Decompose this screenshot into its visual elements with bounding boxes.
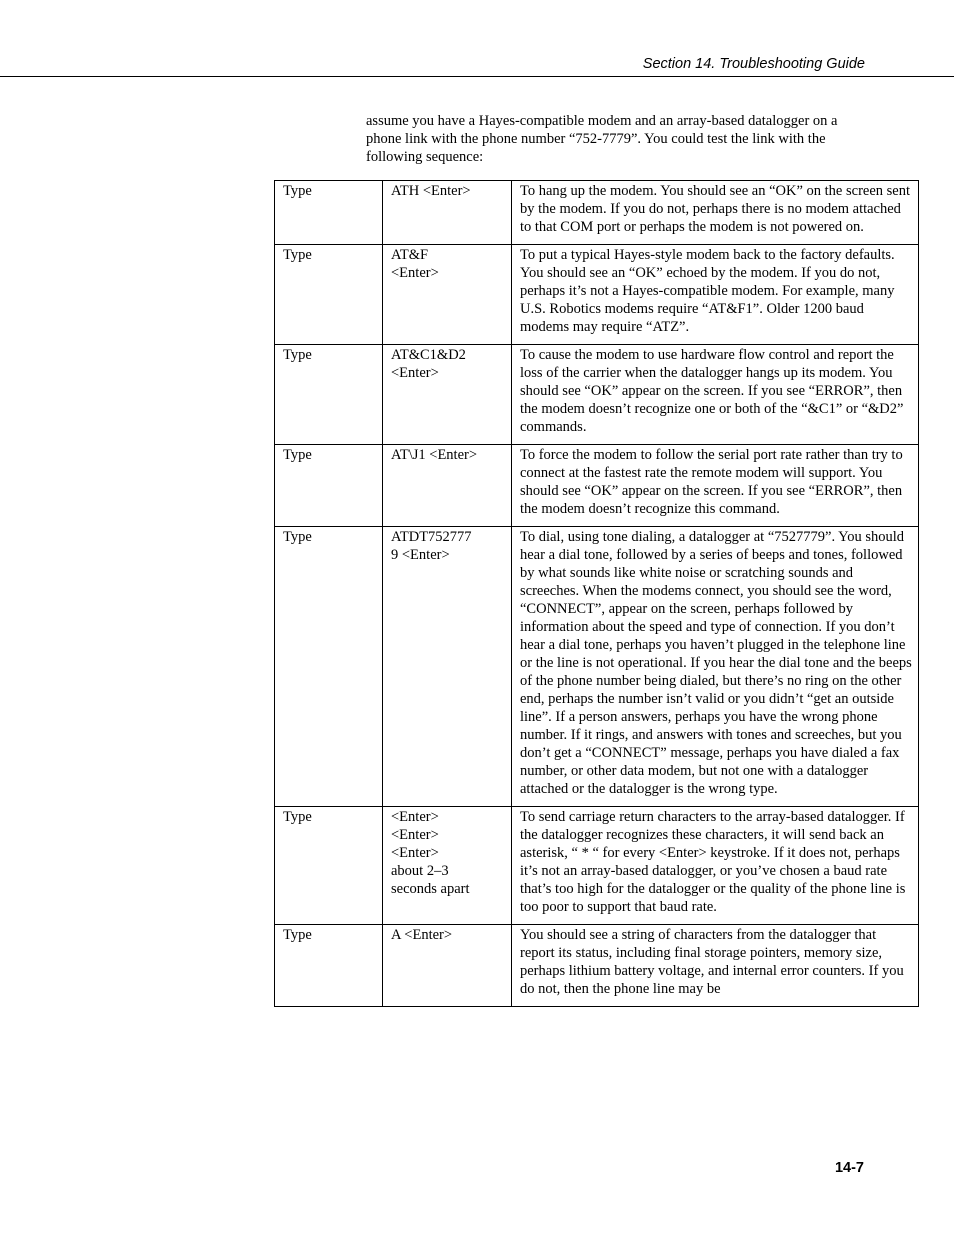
- table-row: [275, 445, 919, 527]
- page-header: [0, 0, 954, 77]
- action-cell: Type: [275, 181, 383, 245]
- table-row: [275, 245, 919, 345]
- command-cell: AT&C1&D2 <Enter>: [383, 345, 512, 445]
- table-row: [275, 345, 919, 445]
- action-cell: Type: [275, 527, 383, 807]
- action-cell: Type: [275, 807, 383, 925]
- command-cell: AT&F <Enter>: [383, 245, 512, 345]
- action-cell: Type: [275, 925, 383, 1007]
- intro-paragraph: assume you have a Hayes-compatible modem and an array-based datalogger on a phone link with the phone number “752-7779”. You could test the link with the following sequence:: [366, 113, 838, 165]
- command-cell: <Enter> <Enter> <Enter> about 2–3 seconds apart: [383, 807, 512, 925]
- section-title: Section 14. Troubleshooting Guide: [642, 56, 865, 72]
- page-number: 14-7: [834, 1160, 864, 1176]
- description-cell: To put a typical Hayes-style modem back to the factory defaults. You should see an “OK” echoed by the modem. If you do not, perhaps it’s not a Hayes-compatible modem. For example, many U.S. Robotics modems require “AT&F1”. Older 1200 baud modems may require “ATZ”.: [512, 245, 919, 345]
- table-row: [275, 181, 919, 245]
- description-cell: To cause the modem to use hardware flow control and report the loss of the carrier when the datalogger hangs up its modem. You should see “OK” appear on the screen. If you see “ERROR”, then the modem doesn’t recognize one or both of the “&C1” or “&D2” commands.: [512, 345, 919, 445]
- command-cell: ATH <Enter>: [383, 181, 512, 245]
- description-cell: To force the modem to follow the serial port rate rather than try to connect at the fastest rate the remote modem will support. You should see “OK” appear on the screen. If you see “ERROR”, then the modem doesn’t recognize this command.: [512, 445, 919, 527]
- table-row: [275, 925, 919, 1007]
- description-cell: To send carriage return characters to the array-based datalogger. If the datalogger recognizes these characters, it will send back an asterisk, “ * “ for every <Enter> keystroke. If it does not, perhaps it’s not an array-based datalogger, or you’ve chosen a baud rate that’s too high for the datalogger or the quality of the phone line is too poor to support that baud rate.: [512, 807, 919, 925]
- action-cell: Type: [275, 445, 383, 527]
- table-row: [275, 807, 919, 925]
- description-cell: To hang up the modem. You should see an “OK” on the screen sent by the modem. If you do not, perhaps there is no modem attached to that COM port or perhaps the modem is not powered on.: [512, 181, 919, 245]
- description-cell: You should see a string of characters from the datalogger that report its status, including final storage pointers, memory size, perhaps lithium battery voltage, and internal error counters. If you do not, then the phone line may be: [512, 925, 919, 1007]
- modem-test-sequence-table: [274, 180, 919, 1007]
- command-cell: A <Enter>: [383, 925, 512, 1007]
- command-cell: ATDT752777 9 <Enter>: [383, 527, 512, 807]
- table-row: [275, 527, 919, 807]
- action-cell: Type: [275, 345, 383, 445]
- action-cell: Type: [275, 245, 383, 345]
- command-cell: AT\J1 <Enter>: [383, 445, 512, 527]
- description-cell: To dial, using tone dialing, a datalogger at “7527779”. You should hear a dial tone, followed by a series of beeps and tones, followed by what sounds like white noise or scratching sounds and screeches. When the modems connect, you should see the word, “CONNECT”, appear on the screen, perhaps followed by information about the speed and type of connection. If you don’t hear a dial tone, perhaps you haven’t plugged in the telephone line or the line is not operational. If you hear the dial tone and the beeps of the phone number being dialed, but there’s no ring on the other end, perhaps the number isn’t valid or you didn’t “get an outside line”. If a person answers, perhaps you have the wrong phone number. If it rings, and answers with tones and screeches, but you don’t get a “CONNECT” message, perhaps you have dialed a fax number, or other data modem, but not one with a datalogger attached or the datalogger is the wrong type.: [512, 527, 919, 807]
